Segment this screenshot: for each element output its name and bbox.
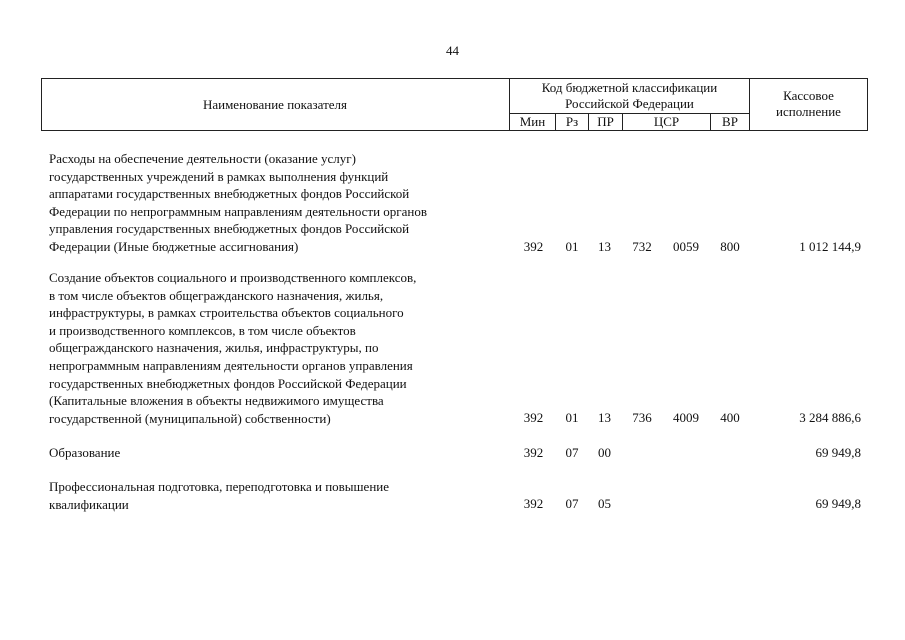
cell-csr-part1: 736: [632, 410, 652, 425]
cell-amount: 69 949,8: [815, 445, 861, 460]
header-vr: ВР: [722, 114, 738, 129]
cell-csr-part2: 0059: [673, 239, 699, 254]
cell-min: 392: [523, 445, 544, 460]
cell-csr-part1: 732: [632, 239, 652, 254]
header-name: Наименование показателя: [202, 97, 348, 112]
header-min: Мин: [519, 114, 546, 129]
header-rz: Рз: [565, 114, 579, 129]
cell-pr: 13: [598, 410, 611, 425]
page-number: 44: [446, 43, 459, 58]
cell-vr: 400: [720, 410, 740, 425]
cell-vr: 800: [720, 239, 740, 254]
header-exec-line1: Кассовое: [783, 88, 834, 103]
cell-min: 392: [523, 239, 544, 254]
header-code-group-line2: Российской Федерации: [565, 96, 694, 111]
cell-min: 392: [523, 496, 544, 511]
cell-pr: 13: [598, 239, 611, 254]
cell-pr: 00: [598, 445, 611, 460]
header-bottom-line: [41, 130, 868, 131]
cell-rz: 01: [565, 239, 579, 254]
header-code-group-line1: Код бюджетной классификации: [541, 80, 718, 95]
table-header: [41, 78, 868, 131]
cell-amount: 69 949,8: [815, 496, 861, 511]
row-name: Профессиональная подготовка, переподготовка и повышение квалификации: [49, 479, 390, 512]
cell-rz: 07: [565, 445, 579, 460]
row-name: Расходы на обеспечение деятельности (оказание услуг) государственных учреждений в рамках выполнения функций аппаратами государственных внебюджетных фондов Российской Федерации по непрограммным направлениям деятельности органов управления государственных внебюджетных фондов Российской Федерации (Иные бюджетные ассигнования): [49, 151, 428, 254]
cell-amount: 3 284 886,6: [799, 410, 861, 425]
cell-amount: 1 012 144,9: [799, 239, 861, 254]
header-pr: ПР: [597, 114, 614, 129]
row-name: Образование: [49, 445, 121, 460]
row-name: Создание объектов социального и производственного комплексов, в том числе объектов общегражданского назначения, жилья, инфраструктуры, в рамках строительства объектов социального и производственного комплексов, в том числе объектов общегражданского назначения, жилья, инфраструктуры, по непрограммным направлениям деятельности органов управления государственных внебюджетных фондов Российской Федерации (Капитальные вложения в объекты недвижимого имущества государственной (муниципальной) собственности): [49, 270, 417, 426]
cell-csr-part2: 4009: [673, 410, 699, 425]
cell-rz: 01: [565, 410, 579, 425]
header-top-line: [41, 78, 868, 79]
header-exec-line2: исполнение: [776, 104, 841, 119]
header-right-line: [867, 78, 868, 131]
cell-min: 392: [523, 410, 544, 425]
cell-pr: 05: [598, 496, 611, 511]
cell-rz: 07: [565, 496, 579, 511]
header-csr: ЦСР: [653, 114, 680, 129]
